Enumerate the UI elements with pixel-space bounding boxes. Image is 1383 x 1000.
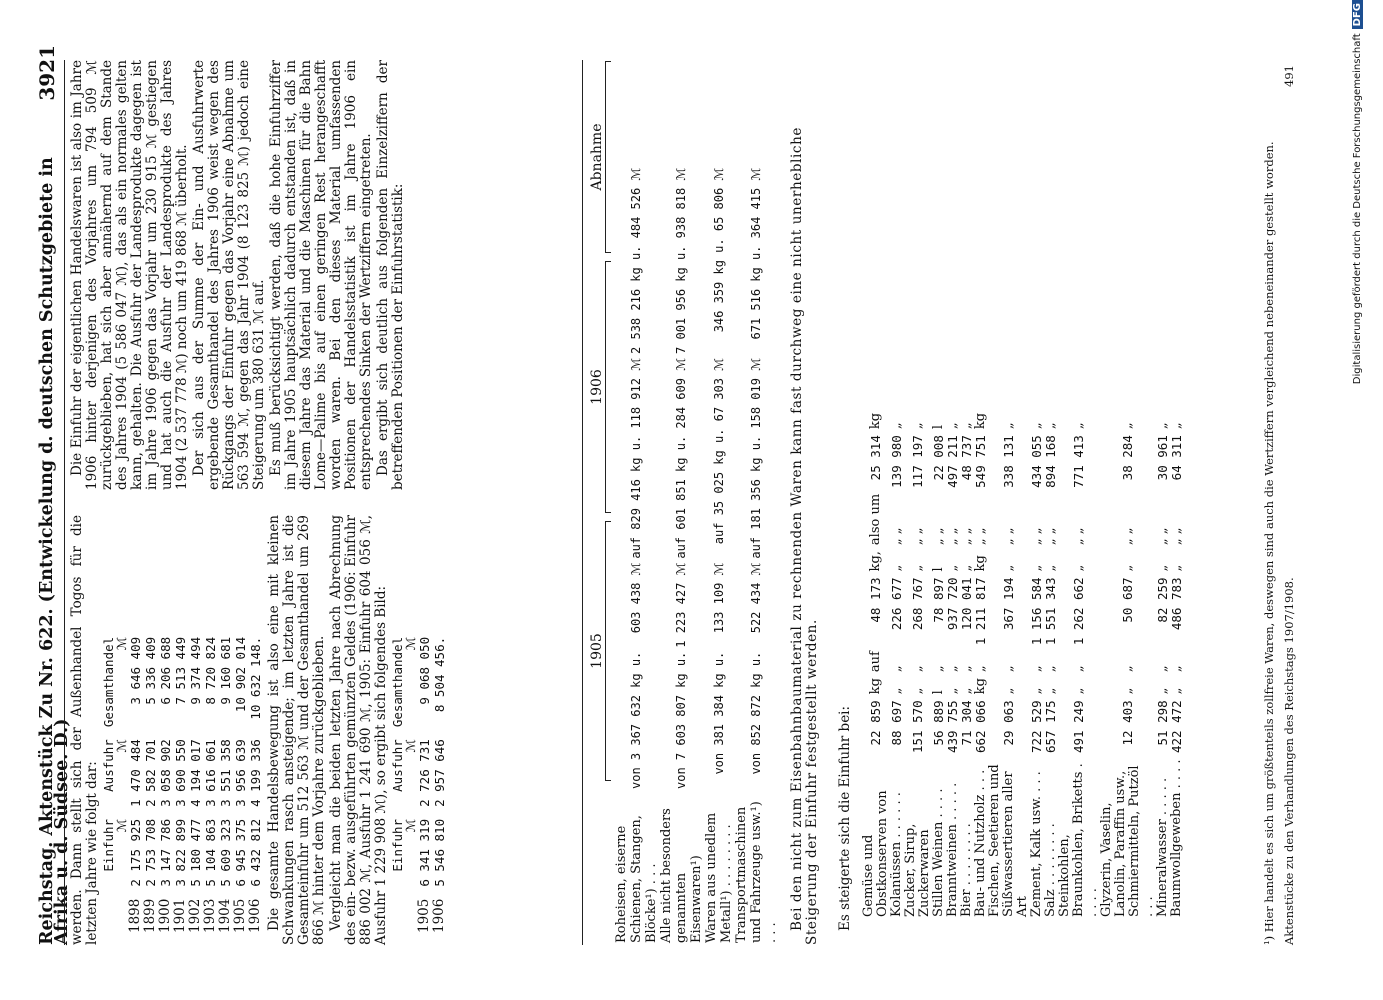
increase-intro: Es steigerte sich die Einfuhr bei: [837,705,853,931]
value-increase: 48 737 [959,435,974,481]
import-cell: 6 341 319 [417,818,432,887]
table-row [1100,410,1156,920]
word: „ „ [1001,527,1016,546]
unit: l [931,567,946,572]
word: „ [910,665,925,673]
word: „ [1001,665,1016,673]
year-cell: 1901 [172,898,188,933]
paragraph: Das ergibt sich deutlich aus folgenden Einzelziffern der betreffenden Positionen der Einfuhrstatistik: [375,60,406,490]
col-header-export: Ausfuhr [101,739,116,792]
col-header-export: Ausfuhr [390,739,405,792]
dfg-text: Digitalisierung gefördert durch die Deutsche Forschungsgemeinschaft [1352,33,1363,385]
table-row [946,410,960,920]
word: „ „ [931,527,946,546]
table-row [988,410,1030,920]
word: „ „ [973,527,988,546]
word: „ [973,665,988,673]
row-label: Bier . . . . . . . . [959,823,974,917]
row-label: Roheisen, eiserne Schienen, Stangen, Blöcke¹) . . . [614,815,659,943]
unit: „ [945,564,960,572]
year-cell: 1905 [232,898,248,933]
year-cell: 1906 [247,898,263,933]
unit: „ [945,422,960,430]
value-increase: 64 311 [1169,435,1184,481]
year-1905-header: 1905 [589,633,605,669]
row-label: Alle nicht besonders genannten Eisenwaren¹) [659,808,704,943]
table-row [218,631,233,939]
table-row [432,631,447,939]
row-label: Transportmaschinen und Fahrzeuge usw.¹) . . . [734,801,779,943]
word: „ „ [959,527,974,546]
unit: „ [1029,564,1044,572]
row-label: Fischen, Seetieren und Süßwassertieren aller Art [987,764,1030,917]
value-1905-mark: 522 434 ℳ [749,562,763,634]
export-cell: 3 058 902 [158,739,173,807]
row-label: Gemüse und Obstkonserven von [861,790,890,917]
word: „ [889,665,904,673]
table-row [960,410,974,920]
footer-source: Aktenstücke zu den Verhandlungen des Reichstags 1907/1908. [1282,577,1296,945]
word: „ [1029,665,1044,673]
table-row [890,410,904,920]
table-row [1170,410,1184,920]
unit: kg [973,678,988,695]
word: „ „ [1155,527,1170,546]
value-1905: 439 755 [945,700,960,753]
total-cell: 6 206 688 [158,636,173,705]
decrease-header: Abnahme [589,123,605,191]
value-1905-kg: von 3 367 632 kg u. [629,651,643,789]
word: „ [931,665,946,673]
unit: kg [973,555,988,572]
unit: „ [1043,564,1058,572]
paragraph: Vergleicht man die beiden letzten Jahre nach Abrechnung des ein- bezw. ausgeführten gemünzten Geldes (1906: Einfuhr 886 002 ℳ, Ausfuhr 1 241 690 ℳ, 1905: Einfuhr 604 056 ℳ, Ausfuhr 1 229 908 ℳ), so ergibt sich folgendes Bild: [328,515,389,945]
value-1905-mark: 603 438 ℳ [629,562,643,634]
table-row [1044,410,1058,920]
value-increase: 894 168 [1043,435,1058,488]
paragraph: Die Einfuhr der eigentlichen Handelswaren ist also im Jahre 1906 hinter derjenigen des Vorjahres um 794 509 ℳ zurückgeblieben, hat sich aber annähernd auf dem Stande des Jahres 1904 (5 586 047 ℳ), das als ein normales gelten kann, gehalten. Die Ausfuhr der Landesprodukte dagegen ist im Jahre 1906 gegen das Vorjahr um 230 915 ℳ gestiegen und hat auch die Ausfuhr der Landesprodukte des Jahres 1904 (2 537 778 ℳ) noch um 419 868 ℳ überholt. [69,60,190,490]
table-row [1156,410,1170,920]
value-increase: 25 314 [868,435,883,481]
year-cell: 1900 [157,898,173,933]
col-header-total: Gesamthandel [101,636,116,728]
unit: „ [959,422,974,430]
page-header [35,45,72,945]
value-increase: 549 751 [973,435,988,488]
col-header-total: Gesamthandel [390,636,405,728]
value-1905: 12 403 [1120,700,1135,746]
table-row [143,631,158,939]
value-1905: 29 063 [1001,700,1016,746]
row-label: Glyzerin, Vaselin, Lanolin, Paraffin usw., Schmiermitteln, Putzöl . . . [1099,765,1156,917]
table-row [904,410,932,920]
export-cell: 2 726 731 [417,739,432,807]
word: „ [1120,665,1135,673]
value-1906: auf 829 416 kg u. 118 912 ℳ [629,357,643,559]
value-increase: 338 131 [1001,435,1016,488]
import-cell: 2 175 925 [128,818,143,887]
table-row [173,631,188,939]
bracket [605,61,611,253]
value-1906: 226 677 [889,577,904,631]
increase-table-wrap [862,40,1184,920]
value-1905: 56 889 [931,700,946,746]
value-1906: 367 194 [1001,577,1016,631]
word: also um [868,493,883,546]
total-cell: 7 513 449 [173,636,188,705]
value-1905: 71 304 [959,700,974,746]
trade-table [102,631,263,939]
page-footer [1282,65,1296,945]
word: „ [1155,665,1170,673]
value-1905-kg: von 7 603 807 kg u. [674,651,688,789]
value-1906: auf 181 356 kg u. 158 019 ℳ [749,357,763,559]
trade-table-net [391,631,447,939]
value-decrease: 346 359 kg u. 65 806 ℳ [711,167,726,333]
dfg-logo: DFG [1352,0,1363,29]
word: „ „ [1043,527,1058,546]
increase-table [862,410,1184,920]
value-1906: auf 601 851 kg u. 284 609 ℳ [674,357,688,559]
unit: „ [1071,687,1086,695]
year-cell: 1899 [142,898,158,933]
value-1905-kg: von 852 872 kg u. [749,651,763,775]
table-row [233,631,248,939]
table-row [704,166,734,945]
value-increase: 771 413 [1071,435,1086,488]
word: „ [945,665,960,673]
value-decrease: 7 001 956 kg u. 938 818 ℳ [674,167,688,354]
unit: „ [1043,687,1058,695]
row-label: Bau- und Nutzholz . . . [973,769,988,917]
import-cell: 5 180 477 [188,818,203,887]
table-row [128,631,143,939]
row-label: Kolanüssen . . . . . . [889,792,904,917]
footnote: ¹) Hier handelt es sich um größtenteils zollfreie Waren, deswegen sind auch die Wertziffern vergleichend nebeneinander gestellt worden. [1262,141,1276,945]
value-1906: auf 35 025 kg u. 67 303 ℳ [711,357,726,545]
unit: „ [945,687,960,695]
total-cell: 9 068 050 [417,636,432,705]
value-increase: 139 980 [889,435,904,488]
unit: „ [1155,422,1170,430]
import-cell: 5 546 810 [432,818,447,887]
unit: „ [889,687,904,695]
import-cell: 2 753 708 [143,818,158,887]
unit-mark: ℳ [403,636,418,651]
export-cell: 3 956 639 [233,739,248,807]
year-cell: 1902 [187,898,203,933]
value-1906: 48 173 [868,577,883,623]
value-1905: 657 175 [1043,700,1058,753]
section-rule [582,60,583,945]
paragraph: Der sich aus der Summe der Ein- und Ausfuhrwerte ergebende Gesamthandel des Jahres 1906 weist wegen des Rückgangs der Einfuhr gegen das Vorjahr eine Abnahme um 563 594 ℳ, gegen das Jahr 1904 (8 123 825 ℳ) jedoch eine Steigerung um 380 631 ℳ auf. [191,60,267,490]
table-row [248,631,263,939]
export-cell: 2 582 701 [143,739,158,807]
value-1905: 22 859 [868,700,883,746]
value-1906: 268 767 [910,577,925,631]
comparison-header [590,45,611,945]
word: „ „ [1169,527,1184,546]
row-label: Branntweinen . . . . . [945,782,960,917]
word: „ [1169,665,1184,673]
word: „ „ [1071,527,1086,546]
footer-number: 491 [1282,65,1296,87]
unit: kg [973,412,988,430]
unit: „ [889,422,904,430]
value-1905: 491 249 [1071,700,1086,753]
table-row [188,631,203,939]
value-1906: 50 687 [1120,577,1135,623]
value-1906: 937 720 [945,577,960,631]
unit: l [931,424,946,430]
unit-mark: ℳ [114,636,129,651]
unit: „ [1169,687,1184,695]
value-1905: 422 472 [1169,700,1184,753]
word: „ „ [1029,527,1044,546]
row-label: Salz . . . . . . . . [1043,823,1058,917]
comparison-rows [614,166,779,945]
unit: „ [1169,564,1184,572]
value-increase: 30 961 [1155,435,1170,481]
value-1905: 662 066 [973,700,988,753]
export-cell: 3 690 550 [173,739,188,807]
unit: „ [910,422,925,430]
year-1906-header: 1906 [589,369,605,405]
paragraph: Die gesamte Handelsbewegung ist also eine mit kleinen Schwankungen rasch ansteigende; im letzten Jahre ist die Gesamteinfuhr um 512 563 ℳ und der Gesamthandel um 269 866 ℳ hinter dem Vorjahre zurückgeblieben. [266,515,327,945]
word: „ [959,665,974,673]
table-row [659,166,704,945]
value-1906: 1 262 662 [1071,577,1086,646]
value-1906: 78 897 [931,577,946,623]
unit: „ [1071,422,1086,430]
total-cell: 9 160 681 [218,636,233,705]
unit: „ [910,687,925,695]
total-cell: 8 504 456. [432,636,447,713]
unit: „ [1043,422,1058,430]
col-header-import: Einfuhr [390,818,405,872]
unit: „ [1120,564,1135,572]
year-cell: 1898 [127,898,143,933]
bracket [605,521,611,781]
unit: „ [959,687,974,695]
total-cell: 10 632 148. [248,636,263,720]
table-row [862,410,890,920]
unit-mark: ℳ [403,739,418,753]
row-label: Zucker, Sirup, Zuckerwaren [903,823,932,917]
column-left [70,515,451,945]
table-row [974,410,988,920]
year-cell: 1904 [217,898,233,933]
col-header-import: Einfuhr [101,818,116,872]
row-label: Zement, Kalk usw. . . . [1029,771,1044,917]
unit: „ [910,564,925,572]
unit: kg [868,412,883,430]
value-1905-mark: 1 223 427 ℳ [674,562,688,648]
word: „ [1071,665,1086,673]
rail-paragraph: Bei den nicht zum Eisenbahnbaumaterial zu rechnenden Waren kann fast durchweg eine nicht unerhebliche Steigerung der Einfuhr festgestellt werden. [789,127,820,945]
unit: kg, [868,551,883,572]
value-1906: 1 211 817 [973,577,988,646]
value-1905: 88 697 [889,700,904,746]
value-increase: 497 211 [945,435,960,488]
unit: „ [1169,422,1184,430]
table-row [1058,410,1100,920]
table-row [1030,410,1044,920]
total-cell: 3 646 409 [128,636,143,705]
table-row [203,631,218,939]
unit: „ [1120,422,1135,430]
value-increase: 22 008 [931,435,946,481]
word: „ „ [945,527,960,546]
value-1905: 151 570 [910,700,925,753]
year-cell: 1905 [416,898,432,933]
paragraph: Es muß berücksichtigt werden, daß die hohe Einfuhrziffer im Jahre 1905 hauptsächlich dadurch entstanden ist, daß in diesem Jahre das Material und die Maschinen für die Bahn Lome—Palime bis auf einen geringen Rest herangeschafft worden waren. Bei den dieses Material umfassenden Positionen der Handelsstatistik ist im Jahre 1906 ein entsprechendes Sinken der Wertziffern eingetreten. [268,60,374,490]
unit: kg [868,678,883,695]
table-row [734,166,779,945]
value-1905: 51 298 [1155,700,1170,746]
unit: „ [1155,564,1170,572]
unit: „ [889,564,904,572]
word: „ [1043,665,1058,673]
unit: „ [1155,687,1170,695]
row-label: Steinkohlen, Braunkohlen, Briketts . . . . . [1057,763,1100,917]
year-cell: 1903 [202,898,218,933]
value-1906: 82 259 [1155,577,1170,623]
export-cell: 1 470 484 [128,739,143,807]
intro-paragraph: werden. Dann stellt sich der Außenhandel Togos für die letzten Jahre wie folgt dar: [69,515,100,945]
value-1905: 722 529 [1029,700,1044,753]
header-rule [64,60,65,945]
value-1905-mark: 133 109 ℳ [711,562,726,634]
export-cell: 2 957 646 [432,739,447,807]
unit: „ [1001,422,1016,430]
total-cell: 10 902 014 [233,636,248,713]
row-label: Baumwollgeweben . . . . [1169,759,1184,917]
import-cell: 6 945 375 [233,818,248,887]
unit: „ [1001,687,1016,695]
bracket [605,261,611,513]
column-right [70,60,408,490]
import-cell: 6 432 812 [248,818,263,887]
export-cell: 4 199 336 [248,739,263,807]
value-increase: 434 055 [1029,435,1044,488]
import-cell: 3 147 786 [158,818,173,887]
unit: „ [1001,564,1016,572]
value-1906: 1 551 343 [1043,577,1058,646]
import-cell: 5 104 863 [203,818,218,887]
unit: „ [959,564,974,572]
word: auf [868,651,883,673]
value-decrease: 2 538 216 kg u. 484 526 ℳ [629,167,643,354]
year-cell: 1906 [431,898,447,933]
unit: „ [1071,564,1086,572]
value-1906: 1 156 584 [1029,577,1044,646]
export-cell: 4 194 017 [188,739,203,807]
value-1906: 486 783 [1169,577,1184,631]
table-row [932,410,946,920]
word: „ „ [910,527,925,546]
import-cell: 5 609 323 [218,818,233,887]
table-row [158,631,173,939]
row-label: Waren aus unedlem Metall¹) . . . . . . . . [704,812,734,943]
word: „ „ [889,527,904,546]
unit: l [931,690,946,695]
value-increase: 38 284 [1120,435,1135,481]
comparison-table [590,45,779,945]
row-label: Mineralwasser . . . . . [1155,777,1170,917]
header-title: Reichstag. Aktenstück Zu Nr. 622. (Entwickelung d. deutschen Schutzgebiete in Afrika u. d. Südsee. D.) [37,157,72,945]
unit: „ [1120,687,1135,695]
dfg-credit [1350,0,1365,1000]
table-row [614,166,659,945]
value-1905-kg: von 381 384 kg u. [711,651,726,775]
total-cell: 8 720 824 [203,636,218,705]
value-1906: 120 041 [959,577,974,631]
page-number: 3921 [35,45,59,101]
total-cell: 5 336 409 [143,636,158,705]
unit-mark: ℳ [403,818,418,833]
unit: „ [1029,422,1044,430]
word: „ „ [1120,527,1135,546]
unit-mark: ℳ [114,818,129,833]
import-cell: 3 822 899 [173,818,188,887]
row-label: Stillen Weinen . . . . [931,788,946,917]
table-row [417,631,432,939]
export-cell: 3 551 358 [218,739,233,807]
total-cell: 9 374 494 [188,636,203,705]
unit-mark: ℳ [114,739,129,753]
export-cell: 3 616 061 [203,739,218,807]
value-decrease: 671 516 kg u. 364 415 ℳ [749,167,763,340]
value-increase: 117 197 [910,435,925,488]
unit: „ [1029,687,1044,695]
